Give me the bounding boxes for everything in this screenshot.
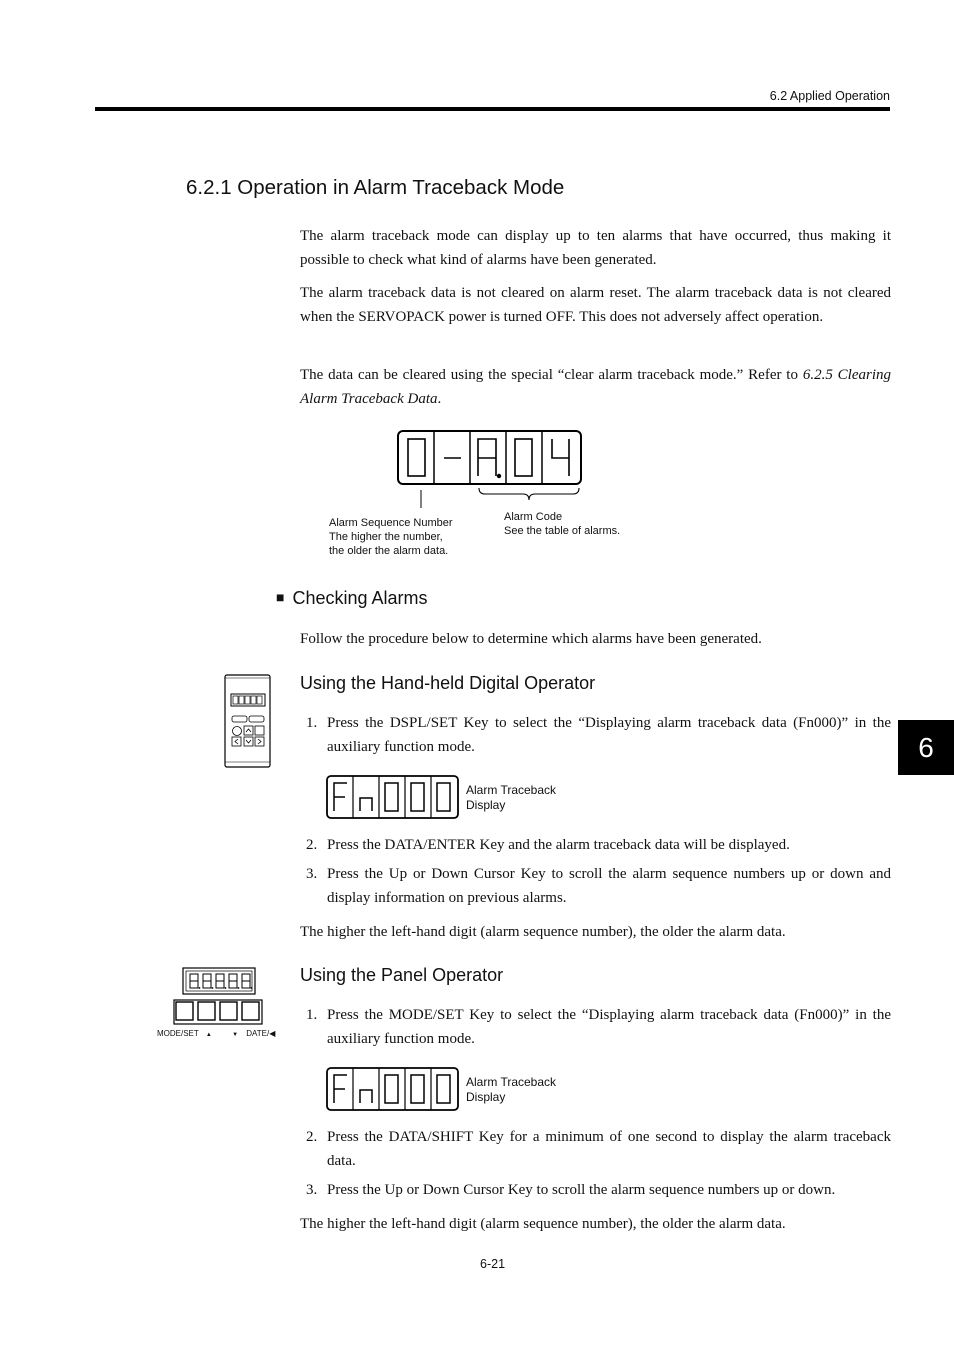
panel-fn000-display [325, 1066, 460, 1112]
data-key-label: DATE/◀ [246, 1029, 276, 1038]
step-number: 2. [306, 1129, 318, 1145]
alarm-display-diagram [395, 428, 585, 510]
intro-paragraph-3-end: . [437, 391, 442, 407]
step-number: 3. [306, 866, 318, 882]
digit-0 [411, 783, 424, 811]
digit-n [360, 1090, 372, 1103]
chapter-tab [898, 720, 954, 775]
digit-4 [552, 439, 569, 476]
digit-0 [385, 783, 398, 811]
digit-0 [411, 1075, 424, 1103]
cross-reference-link[interactable]: 6.2.5 Clearing Alarm Traceback Data [300, 367, 891, 407]
section-title: 6.2.1 Operation in Alarm Traceback Mode [186, 176, 565, 199]
panel-step-3 [300, 1178, 891, 1202]
handheld-step-1 [300, 711, 891, 759]
sequence-caption-line-2: The higher the number, [329, 531, 443, 543]
panel-caption-line-2: Display [466, 1090, 506, 1104]
page-number: 6-21 [480, 1257, 506, 1271]
digit-n [360, 798, 372, 811]
panel-key-labels [157, 1029, 275, 1038]
sequence-caption-line-3: the older the alarm data. [329, 545, 449, 557]
intro-paragraph-1: The alarm traceback mode can display up to ten alarms that have occurred, thus making it possible to check what kind of alarms have been generated. [300, 228, 891, 268]
code-caption-line-2: See the table of alarms. [504, 525, 621, 537]
handheld-fn000-display [325, 774, 460, 820]
down-arrow-icon: ▼ [232, 1032, 239, 1038]
intro-paragraph-2: The alarm traceback data is not cleared on alarm reset. The alarm traceback data is not cleared when the SERVOPACK power is turned OFF. This does not adversely affect operation. [300, 285, 891, 325]
panel-display-caption [466, 1075, 556, 1105]
bullet-square-icon: ■ [276, 589, 285, 605]
step-text: Press the DATA/SHIFT Key for a minimum of one second to display the alarm traceback data. [327, 1129, 891, 1169]
handheld-display-caption [466, 783, 556, 813]
step-number: 2. [306, 837, 318, 853]
digit-0-second [515, 439, 532, 476]
panel-note: The higher the left-hand digit (alarm sequence number), the older the alarm data. [300, 1216, 786, 1232]
handheld-step-2 [300, 833, 891, 857]
handheld-step-3 [300, 862, 891, 910]
handheld-note: The higher the left-hand digit (alarm sequence number), the older the alarm data. [300, 924, 786, 940]
step-text: Press the MODE/SET Key to select the “Displaying alarm traceback data (Fn000)” in the auxiliary function mode. [327, 1007, 891, 1047]
step-text: Press the Up or Down Cursor Key to scroll the alarm sequence numbers up or down and display information on previous alarms. [327, 866, 891, 906]
digit-0 [408, 439, 425, 476]
step-text: Press the DSPL/SET Key to select the “Displaying alarm traceback data (Fn000)” in the auxiliary function mode. [327, 715, 891, 755]
digit-0 [385, 1075, 398, 1103]
handheld-caption-line-1: Alarm Traceback [466, 783, 557, 797]
step-number: 1. [306, 715, 318, 731]
sequence-caption [329, 516, 453, 558]
handheld-operator-icon [223, 674, 273, 770]
panel-caption-line-1: Alarm Traceback [466, 1075, 557, 1089]
step-text: Press the Up or Down Cursor Key to scroll the alarm sequence numbers up or down. [327, 1182, 836, 1198]
digit-a [478, 439, 500, 477]
checking-alarms-text: Follow the procedure below to determine which alarms have been generated. [300, 631, 762, 647]
mode-set-key-label: MODE/SET [157, 1029, 199, 1038]
panel-heading: Using the Panel Operator [300, 965, 504, 985]
up-arrow-icon: ▲ [205, 1032, 212, 1038]
handheld-heading: Using the Hand-held Digital Operator [300, 673, 596, 693]
panel-operator-icon [172, 966, 264, 1026]
panel-step-1 [300, 1003, 891, 1051]
checking-alarms-title: Checking Alarms [292, 588, 428, 608]
handheld-caption-line-2: Display [466, 798, 506, 812]
step-text: Press the DATA/ENTER Key and the alarm traceback data will be displayed. [327, 837, 790, 853]
digit-0 [437, 783, 450, 811]
step-number: 1. [306, 1007, 318, 1023]
chapter-number: 6 [918, 732, 934, 763]
sequence-caption-line-1: Alarm Sequence Number [329, 517, 453, 529]
running-header: 6.2 Applied Operation [769, 89, 890, 103]
intro-paragraph-3-text: The data can be cleared using the special “clear alarm traceback mode.” Refer to [300, 367, 803, 383]
digit-0 [437, 1075, 450, 1103]
panel-step-2 [300, 1125, 891, 1173]
checking-alarms-heading [276, 588, 428, 609]
step-number: 3. [306, 1182, 318, 1198]
code-caption [504, 510, 620, 538]
code-caption-line-1: Alarm Code [504, 511, 563, 523]
header-rule [95, 107, 890, 111]
intro-paragraph-3 [300, 363, 891, 411]
